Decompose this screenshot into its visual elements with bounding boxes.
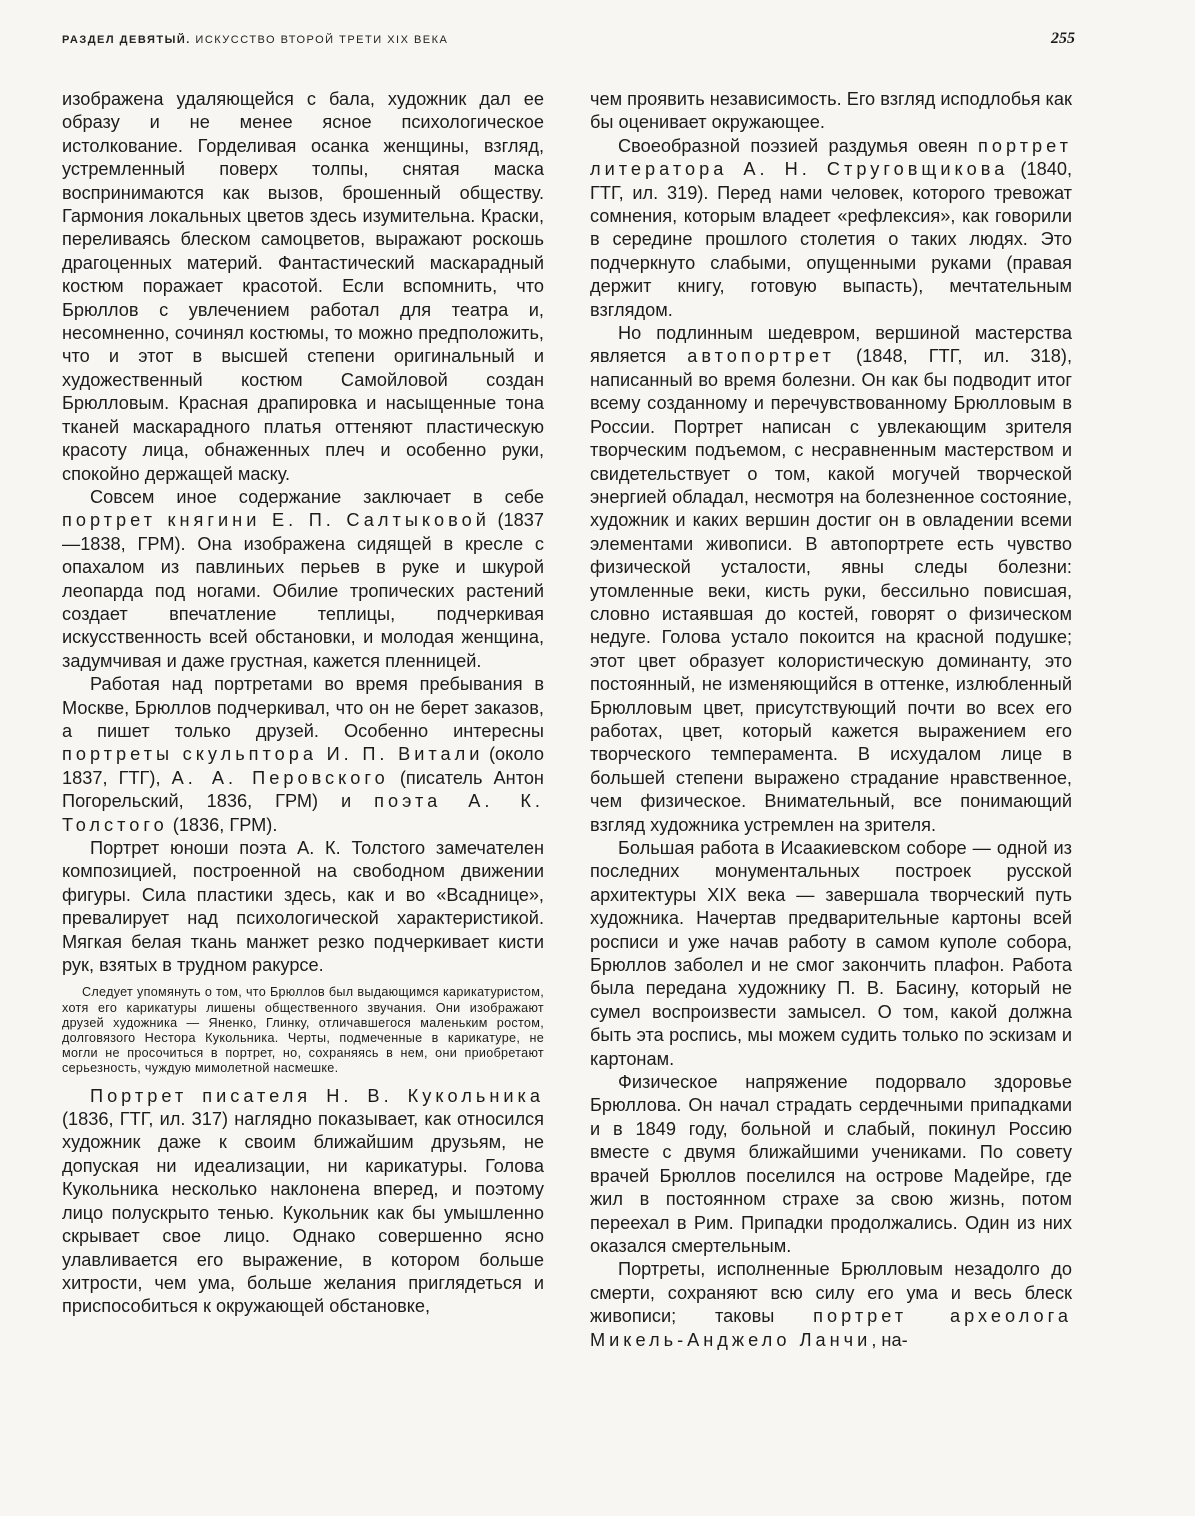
running-head bbox=[62, 34, 448, 46]
page-number: 255 bbox=[1051, 30, 1075, 47]
paragraph: Совсем иное содержание заключает в себе портрет княгини Е. П. Салтыковой (1837—1838, ГРМ). Она изображена сидящей в кресле с опахалом из павлиньих перьев в руке и шкурой леопарда под ногами. Обилие тропических растений создает впечатление теплицы, подчеркивая искусственность всей обстановки, и молодая женщина, задумчивая и даже грустная, кажется пленницей. bbox=[62, 486, 544, 671]
paragraph: Большая работа в Исаакиевском соборе — одной из последних монументальных построек русской архитектуры XIX века — завершала творческий путь художника. Начертав предварительные картоны всей росписи и уже начав работу в самом куполе собора, Брюллов заболел и не смог закончить плафон. Работа была передана художнику П. В. Басину, который не сумел воспроизвести замысел. О том, какой должна быть эта роспись, мы можем судить только по эскизам и картонам. bbox=[590, 838, 1072, 1069]
spaced-title: Портрет писателя Н. В. Кукольника bbox=[90, 1085, 544, 1106]
left-column bbox=[62, 88, 544, 1319]
paragraph: Портрет юноши поэта А. К. Толстого замечателен композицией, построенной на свободном движении фигуры. Сила пластики здесь, как и во «Всаднице», превалирует над психологической характеристикой. Мягкая белая ткань манжет резко подчеркивает кисти рук, взятых в трудном ракурсе. bbox=[62, 838, 544, 976]
spaced-title: портрет княгини Е. П. Салтыковой bbox=[62, 510, 490, 531]
right-column bbox=[590, 88, 1072, 1352]
paragraph: Физическое напряжение подорвало здоровье Брюллова. Он начал страдать сердечными припадками и в 1849 году, больной и слабый, покинул Россию вместе с двумя ближайшими учениками. По совету врачей Брюллов поселился на острове Мадейре, где жил в постоянном страхе за свою жизнь, потом переехал в Рим. Припадки продолжались. Один из них оказался смертельным. bbox=[590, 1072, 1072, 1256]
footnote: Следует упомянуть о том, что Брюллов был выдающимся карикатуристом, хотя его карикатуры лишены общественного звучания. Они изображают друзей художника — Яненко, Глинку, отличавшегося маленьким ростом, долговязого Нестора Кукольника. Черты, подмеченные в карикатуре, не могли не просочиться в портрет, но, сохраняясь в нем, они приобретают серьезность, чуждую мимолетной насмешке. bbox=[62, 985, 544, 1076]
paragraph: Портрет писателя Н. В. Кукольника (1836, ГТГ, ил. 317) наглядно показывает, как относился художник даже к своим ближайшим друзьям, не допуская ни идеализации, ни карикатуры. Голова Кукольника несколько наклонена вперед, и поэтому лицо полускрыто тенью. Кукольник как бы умышленно скрывает свое лицо. Однако совершенно ясно улавливается его выражение, в котором больше хитрости, чем ума, больше желания приглядеться и приспособиться к окружающей обстановке, bbox=[62, 1085, 544, 1317]
paragraph: изображена удаляющейся с бала, художник дал ее образу и не менее ясное психологическое истолкование. Горделивая осанка женщины, взгляд, устремленный поверх толпы, снятая маска воспринимаются как вызов, брошенный обществу. Гармония локальных цветов здесь изумительна. Краски, переливаясь блеском самоцветов, выражают роскошь драгоценных материй. Фантастический маскарадный костюм поражает красотой. Если вспомнить, что Брюллов с увлечением работал для театра и, несомненно, сочинял костюмы, то можно предположить, что и этот в высшей степени оригинальный и художественный костюм Самойловой создан Брюлловым. Красная драпировка и насыщенные тона тканей маскарадного платья оттеняют пластическую красоту лица, обнаженных плеч и особенно руки, спокойно держащей маску. bbox=[62, 89, 544, 484]
paragraph: Работая над портретами во время пребывания в Москве, Брюллов подчеркивал, что он не берет заказов, а пишет только друзей. Особенно интересны портреты скульптора И. П. Витали (около 1837, ГТГ), А. А. Перовского (писатель Антон Погорельский, 1836, ГРМ) и поэта А. К. Толстого (1836, ГРМ). bbox=[62, 674, 544, 835]
spaced-title: А. А. Перовского bbox=[171, 767, 389, 788]
paragraph: чем проявить независимость. Его взгляд исподлобья как бы оценивает окружающее. bbox=[590, 89, 1072, 133]
spaced-title: портреты скульптора И. П. Витали bbox=[62, 744, 484, 765]
paragraph: Портреты, исполненные Брюлловым незадолго до смерти, сохраняют всю силу его ума и весь блеск живописи; таковы портрет археолога Микель-Анджело Ланчи, на- bbox=[590, 1259, 1072, 1350]
spaced-title: портрет литератора А. Н. Струговщикова bbox=[590, 135, 1072, 180]
spaced-title: поэта А. К. Толстого bbox=[62, 791, 544, 835]
spaced-title: автопортрет bbox=[687, 346, 835, 367]
paragraph: Своеобразной поэзией раздумья овеян портрет литератора А. Н. Струговщикова (1840, ГТГ, ил. 319). Перед нами человек, которого тревожат сомнения, которым владеет «рефлексия», как говорили в середине прошлого столетия о таких людях. Это подчеркнуто слабыми, опущенными руками (правая держит книгу, готовую выпасть), мечтательным взглядом. bbox=[590, 135, 1073, 320]
section-label: РАЗДЕЛ ДЕВЯТЫЙ. bbox=[62, 34, 191, 46]
paragraph: Но подлинным шедевром, вершиной мастерства является автопортрет (1848, ГТГ, ил. 318), написанный во время болезни. Он как бы подводит итог всему созданному и перечувствованному Брюлловым в России. Портрет написан с увлекающим зрителя творческим подъемом, с несравненным мастерством и свидетельствует о том, какой могучей творческой энергией обладал, несмотря на болезненное состояние, художник и каких вершин достиг он в овладении всеми элементами живописи. В автопортрете есть чувство физической усталости, явны следы болезни: утомленные веки, кисть руки, бессильно повисшая, словно истаявшая до костей, говорят о физическом недуге. Голова устало покоится на красной подушке; этот цвет образует колористическую доминанту, это постоянный, не изменяющийся в оттенке, излюбленный Брюлловым цвет, присутствующий почти во всех его работах, цвет, который кажется выражением его творческого темперамента. В исхудалом лице в большей степени выражено страдание нравственное, чем физическое. Внимательный, все понимающий взгляд художника устремлен на зрителя. bbox=[590, 323, 1073, 835]
spaced-title: портрет археолога Микель-Анджело Ланчи bbox=[590, 1306, 1072, 1350]
section-title: ИСКУССТВО ВТОРОЙ ТРЕТИ XIX ВЕКА bbox=[195, 34, 449, 46]
